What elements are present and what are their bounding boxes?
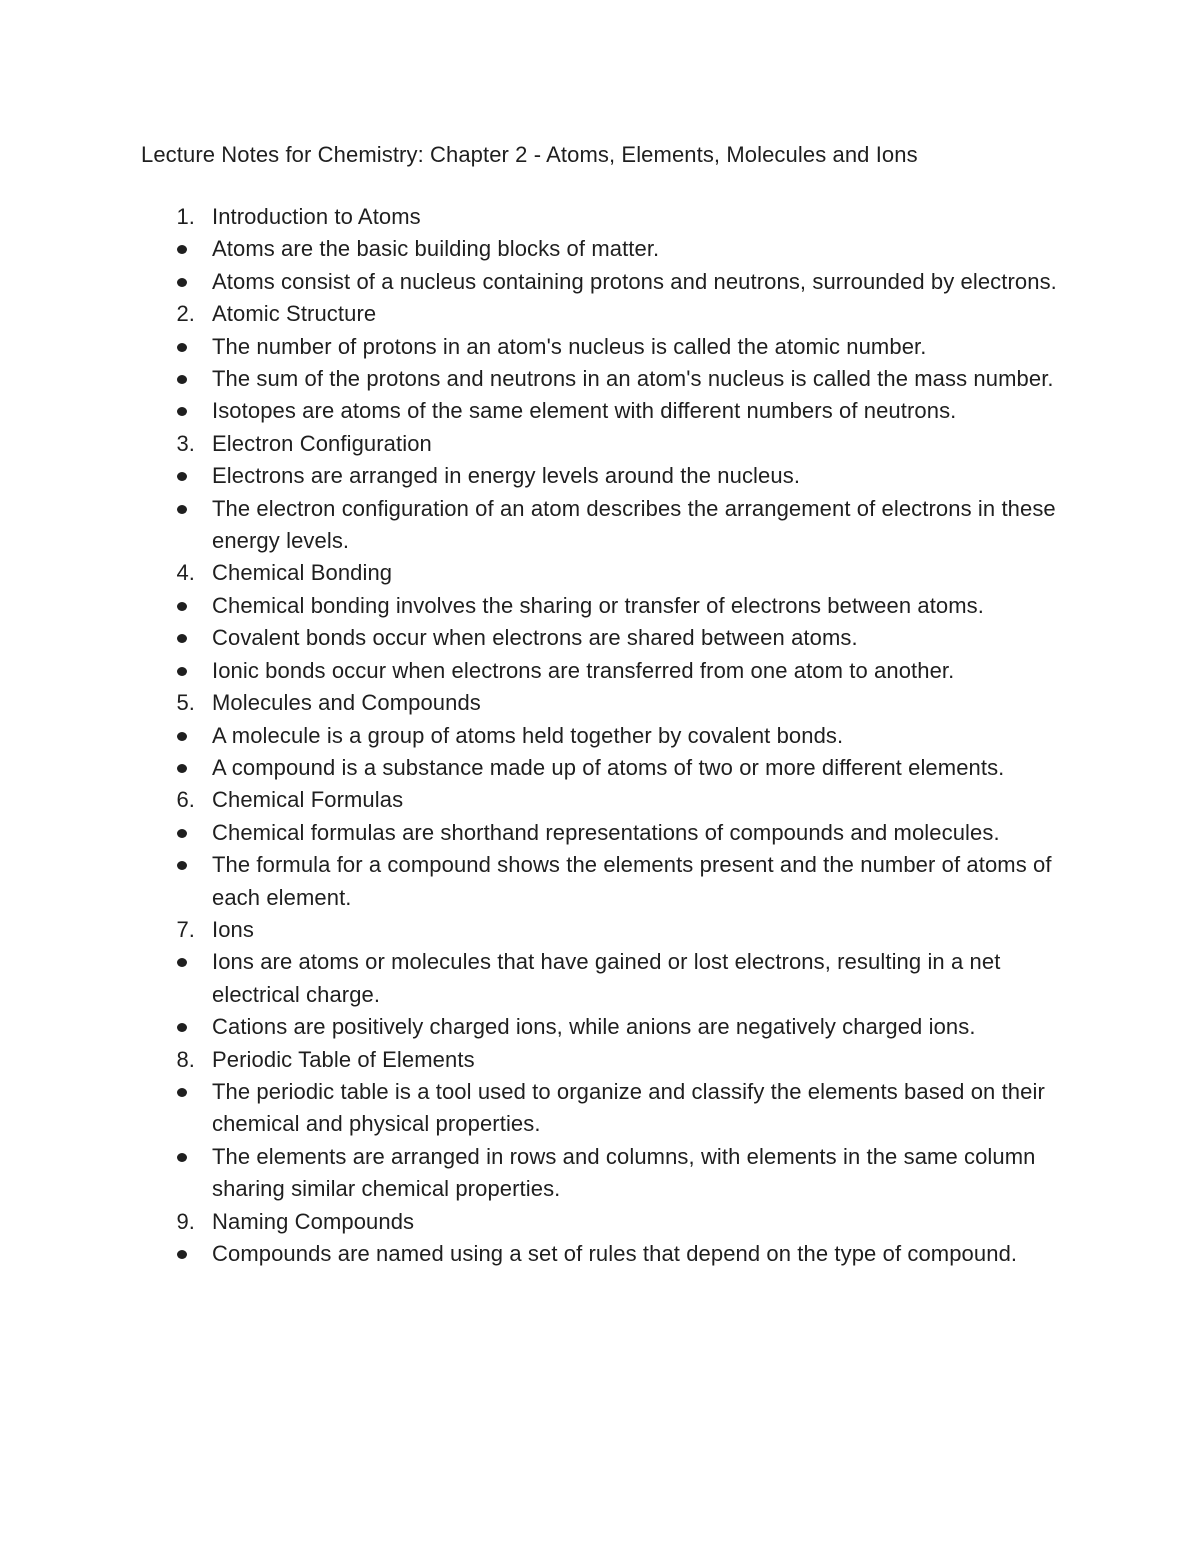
bullet-icon [177,634,187,643]
section-number: 1. [176,204,195,229]
bullet-icon [177,407,187,416]
bullet-icon [177,1153,187,1162]
section-number: 5. [176,690,195,716]
bullet-text: Ionic bonds occur when electrons are transferred from one atom to another. [212,657,955,683]
section-heading-text: Electron Configuration [212,430,432,456]
bullet-item [0,590,1072,622]
bullet-icon [177,343,187,352]
section-heading-text: Naming Compounds [212,1208,415,1234]
bullet-icon [177,245,187,254]
bullet-icon [177,505,187,514]
section-number: 7. [176,916,195,942]
bullet-text: Ions are atoms or molecules that have gained or lost electrons, resulting in a net electrical charge. [212,949,1001,1007]
bullet-item [0,817,1072,849]
section-number: 9. [176,1208,195,1234]
bullet-text: Chemical bonding involves the sharing or transfer of electrons between atoms. [212,592,984,618]
section-heading-text: Atomic Structure [212,301,377,327]
bullet-text: A compound is a substance made up of atoms of two or more different elements. [212,754,1005,780]
page-title: Lecture Notes for Chemistry: Chapter 2 - Atoms, Elements, Molecules and Ions [141,142,918,167]
bullet-item [0,1141,1072,1206]
bullet-icon [177,602,187,611]
bullet-text: Chemical formulas are shorthand representations of compounds and molecules. [212,819,1000,845]
bullet-text: Isotopes are atoms of the same element with different numbers of neutrons. [212,398,957,424]
bullet-text: Electrons are arranged in energy levels around the nucleus. [212,463,801,489]
section-number: 3. [176,430,195,456]
bullet-text: The number of protons in an atom's nucleus is called the atomic number. [212,333,927,359]
bullet-icon [177,764,187,773]
bullet-item [0,752,1072,784]
section-heading [0,914,1072,946]
bullet-icon [177,375,187,384]
bullet-item [0,1238,1072,1270]
bullet-text: Atoms are the basic building blocks of matter. [212,236,660,262]
bullet-icon [177,472,187,481]
section-heading-text: Ions [212,916,254,942]
section-heading-text: Introduction to Atoms [212,204,421,229]
section-heading [0,784,1072,816]
bullet-icon [177,1023,187,1032]
bullet-icon [177,1088,187,1097]
bullet-item [0,622,1072,654]
section-heading [0,557,1072,589]
section-number: 6. [176,787,195,813]
bullet-text: Compounds are named using a set of rules that depend on the type of compound. [212,1241,1018,1266]
bullet-icon [177,1250,187,1259]
bullet-text: A molecule is a group of atoms held together by covalent bonds. [212,722,844,748]
section-number: 2. [176,301,195,327]
bullet-text: The electron configuration of an atom describes the arrangement of electrons in these energy levels. [212,495,1056,554]
section-heading-text: Periodic Table of Elements [212,1046,475,1072]
section-heading-text: Chemical Formulas [212,787,404,813]
bullet-item [0,266,1072,298]
bullet-item [0,1076,1072,1141]
bullet-icon [177,958,187,967]
bullet-icon [177,829,187,838]
bullet-text: Covalent bonds occur when electrons are shared between atoms. [212,625,858,651]
bullet-text: The formula for a compound shows the elements present and the number of atoms of each element. [212,852,1052,910]
bullet-icon [177,278,187,287]
bullet-item [0,331,1072,363]
bullet-text: The sum of the protons and neutrons in an atom's nucleus is called the mass number. [212,366,1054,392]
bullet-icon [177,861,187,870]
section-heading [0,428,1072,460]
bullet-item [0,233,1072,265]
bullet-item [0,946,1072,1011]
notes-outline [0,201,1200,1270]
bullet-icon [177,732,187,741]
section-number: 8. [176,1046,195,1072]
section-heading-text: Molecules and Compounds [212,690,481,716]
bullet-text: Atoms consist of a nucleus containing protons and neutrons, surrounded by electrons. [212,268,1057,294]
section-heading-text: Chemical Bonding [212,560,393,586]
bullet-text: The periodic table is a tool used to organize and classify the elements based on their chemical and physical properties. [212,1078,1045,1137]
bullet-text: Cations are positively charged ions, while anions are negatively charged ions. [212,1014,976,1040]
section-heading [0,201,1072,233]
bullet-item [0,395,1072,427]
bullet-icon [177,667,187,676]
bullet-text: The elements are arranged in rows and columns, with elements in the same column sharing similar chemical properties. [212,1143,1036,1202]
bullet-item [0,460,1072,492]
bullet-item [0,655,1072,687]
bullet-item [0,1011,1072,1043]
bullet-item [0,363,1072,395]
bullet-item [0,493,1072,558]
bullet-item [0,849,1072,914]
section-heading [0,298,1072,330]
section-number: 4. [176,560,195,586]
section-heading [0,1206,1072,1238]
bullet-item [0,720,1072,752]
section-heading [0,687,1072,719]
section-heading [0,1044,1072,1076]
